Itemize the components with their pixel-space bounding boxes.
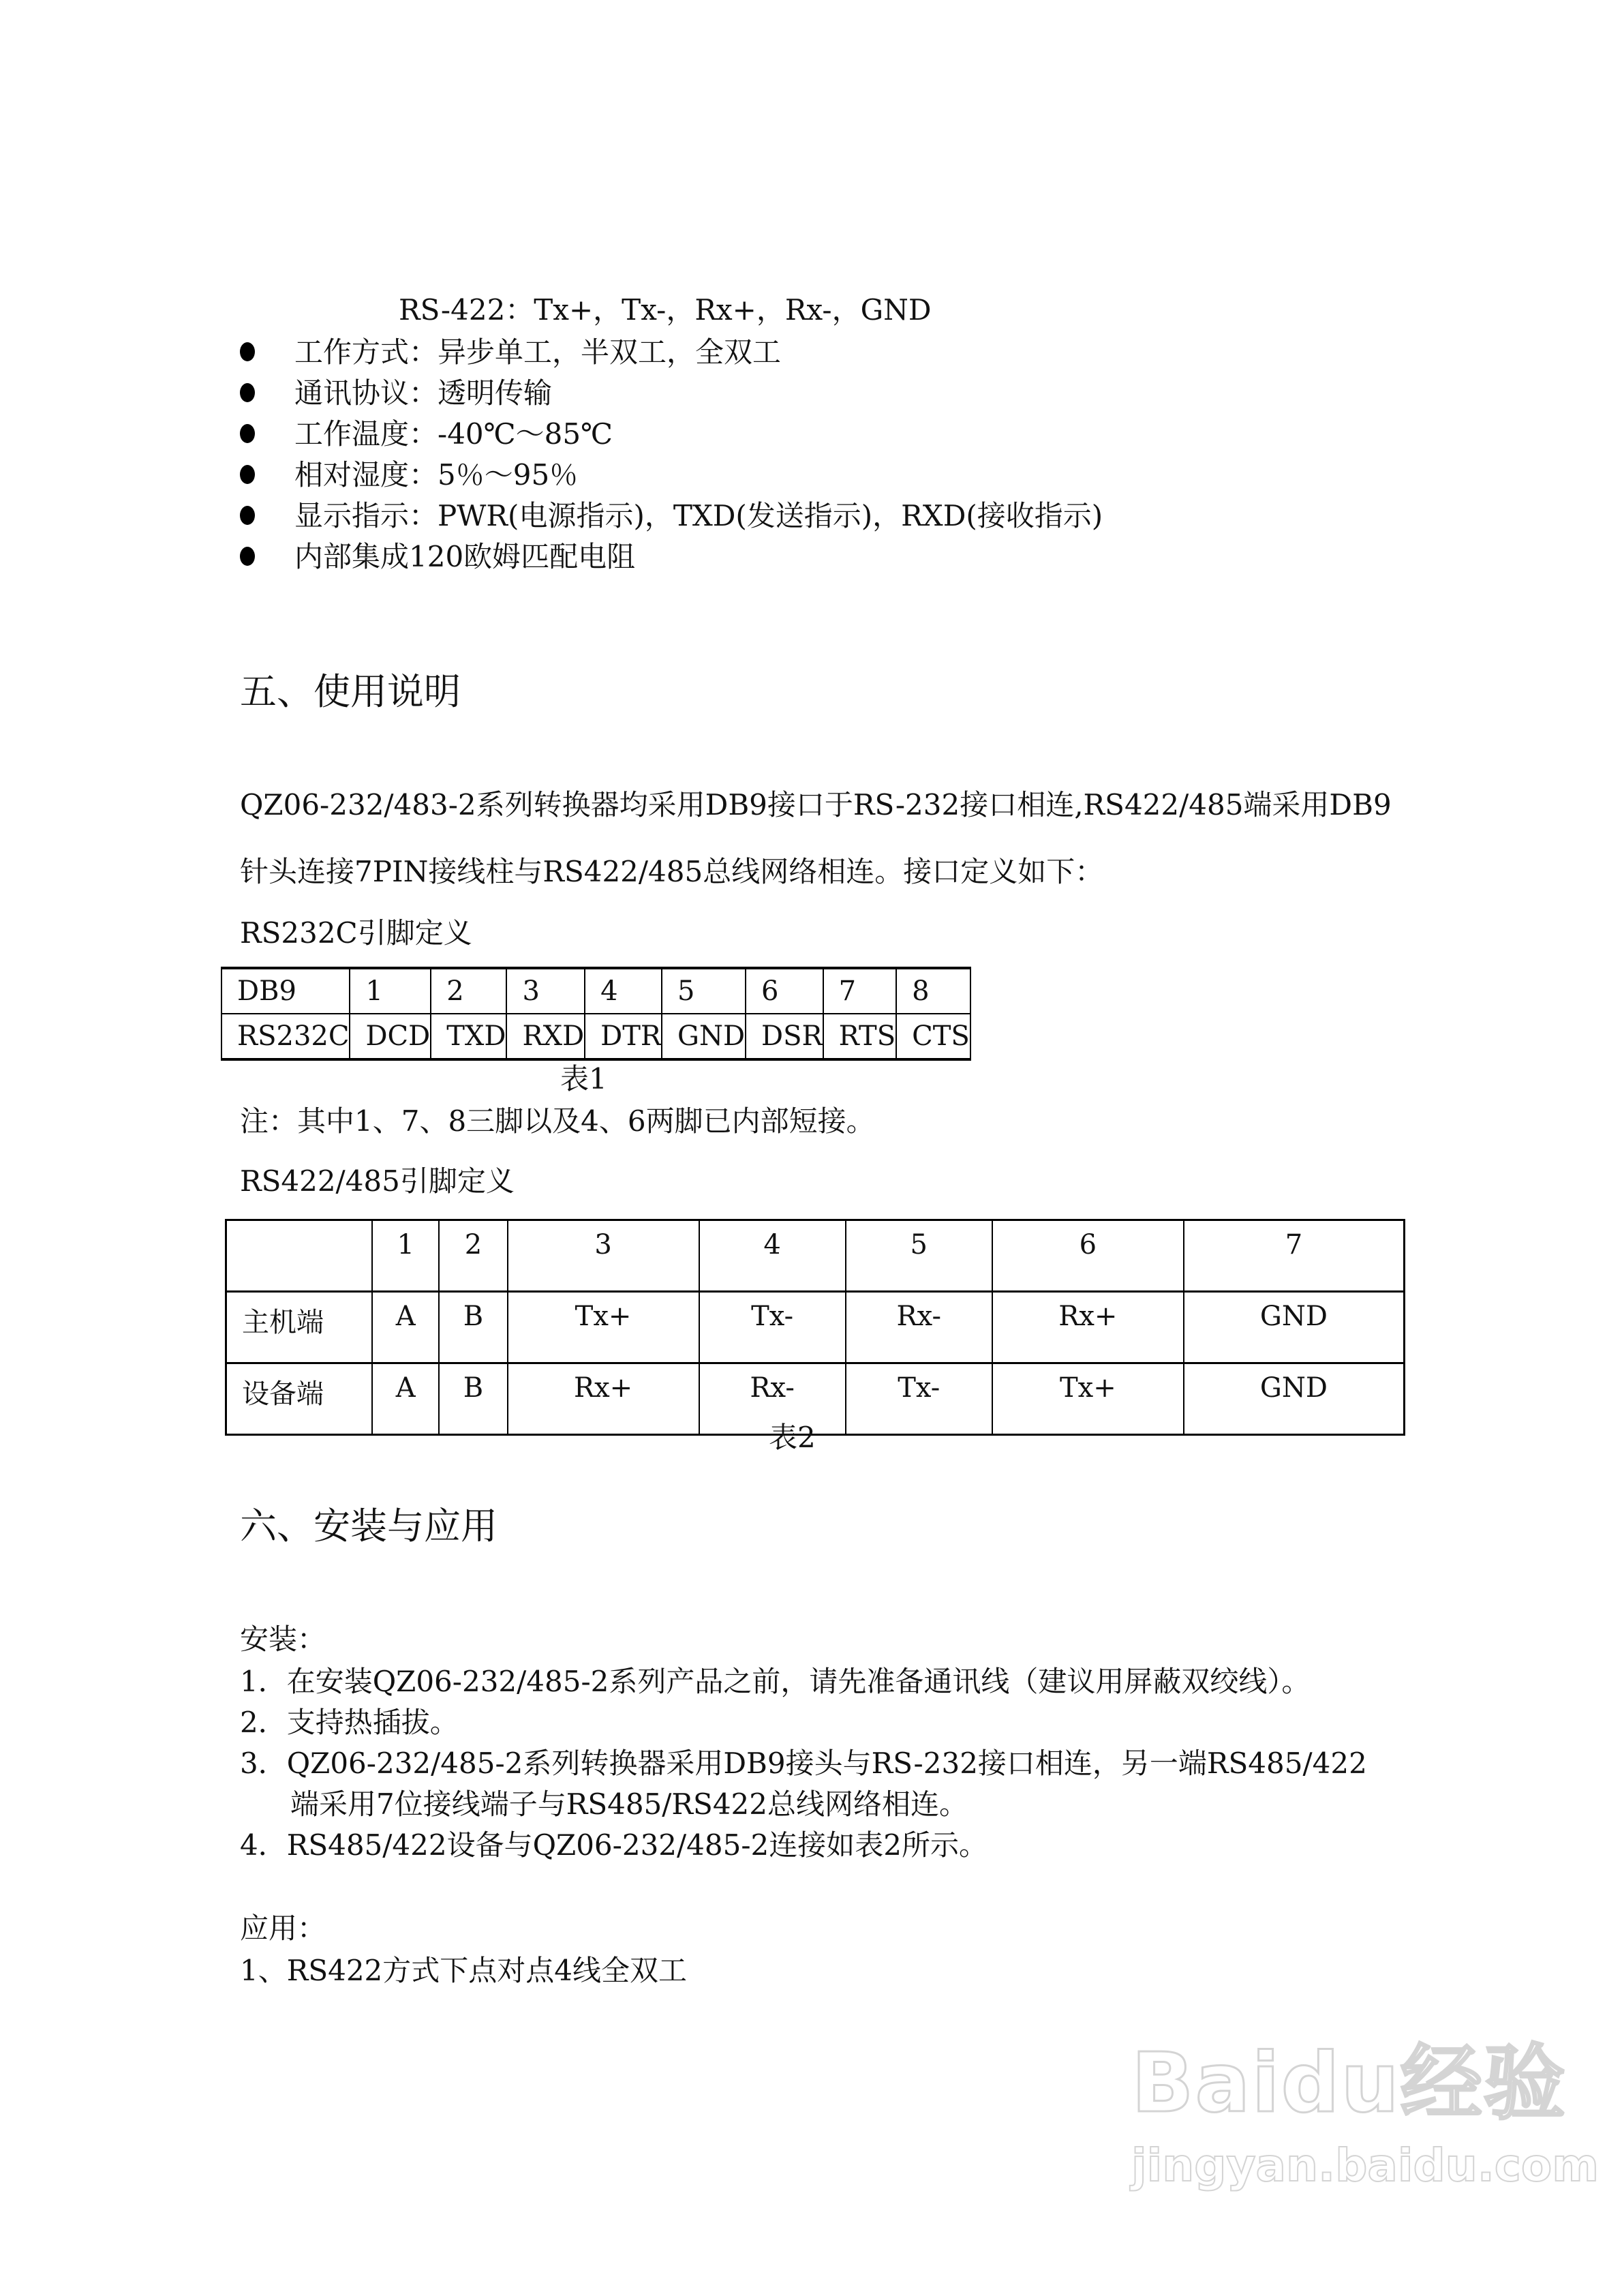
table-cell: A bbox=[372, 1363, 439, 1435]
table-cell: 6 bbox=[746, 968, 823, 1014]
table2-title: RS422/485引脚定义 bbox=[240, 1164, 515, 1198]
table-cell: 4 bbox=[699, 1220, 846, 1292]
spec-item: 通讯协议：透明传输 bbox=[294, 376, 553, 410]
section-title-usage: 五、使用说明 bbox=[240, 670, 461, 713]
table-cell: RXD bbox=[506, 1014, 585, 1059]
table-row bbox=[221, 968, 970, 1014]
table-cell: 1 bbox=[350, 968, 431, 1014]
table-cell: GND bbox=[1184, 1363, 1405, 1435]
table-cell: A bbox=[372, 1292, 439, 1363]
apply-item: 1、RS422方式下点对点4线全双工 bbox=[240, 1954, 688, 1987]
table-cell: TXD bbox=[431, 1014, 506, 1059]
table-row bbox=[226, 1292, 1405, 1363]
rs422-485-pin-table bbox=[225, 1219, 1405, 1436]
table-cell: Tx+ bbox=[508, 1292, 699, 1363]
table-cell: Rx+ bbox=[508, 1363, 699, 1435]
table-cell: RS232C bbox=[221, 1014, 350, 1059]
table-cell: Rx+ bbox=[992, 1292, 1184, 1363]
table2-caption: 表2 bbox=[769, 1421, 816, 1454]
table-cell: B bbox=[439, 1363, 507, 1435]
table-cell: Rx- bbox=[699, 1363, 846, 1435]
table-cell: 1 bbox=[372, 1220, 439, 1292]
bullet-icon bbox=[240, 424, 255, 443]
table1-title: RS232C引脚定义 bbox=[240, 916, 472, 950]
apply-label: 应用： bbox=[240, 1912, 326, 1945]
table-cell: 主机端 bbox=[226, 1292, 373, 1363]
table-cell: DCD bbox=[350, 1014, 431, 1059]
table-cell bbox=[226, 1220, 373, 1292]
table-cell: 5 bbox=[846, 1220, 992, 1292]
spec-item: 工作温度：-40℃～85℃ bbox=[294, 417, 613, 451]
table-cell: Tx- bbox=[846, 1363, 992, 1435]
table-cell: 8 bbox=[896, 968, 970, 1014]
spec-item: 工作方式：异步单工，半双工，全双工 bbox=[294, 335, 782, 369]
install-item: 3．QZ06-232/485-2系列转换器采用DB9接头与RS-232接口相连，另一端RS485/422 bbox=[240, 1747, 1367, 1780]
table-cell: 5 bbox=[662, 968, 746, 1014]
spec-item: 相对湿度：5％～95％ bbox=[294, 458, 579, 492]
table-cell: 7 bbox=[1184, 1220, 1405, 1292]
table-cell: 7 bbox=[823, 968, 897, 1014]
bullet-icon bbox=[240, 547, 255, 566]
install-label: 安装： bbox=[240, 1622, 326, 1656]
section-title-install: 六、安装与应用 bbox=[240, 1505, 498, 1547]
install-item: 4．RS485/422设备与QZ06-232/485-2连接如表2所示。 bbox=[240, 1828, 988, 1862]
install-item: 1．在安装QZ06-232/485-2系列产品之前，请先准备通讯线（建议用屏蔽双绞线）。 bbox=[240, 1665, 1311, 1698]
table-cell: Tx+ bbox=[992, 1363, 1184, 1435]
table-cell: CTS bbox=[896, 1014, 970, 1059]
table-row bbox=[226, 1220, 1405, 1292]
pin-note: 注：其中1、7、8三脚以及4、6两脚已内部短接。 bbox=[240, 1104, 875, 1138]
table-cell: Rx- bbox=[846, 1292, 992, 1363]
bullet-icon bbox=[240, 383, 255, 402]
table-cell: 2 bbox=[439, 1220, 507, 1292]
table-cell: DB9 bbox=[221, 968, 350, 1014]
rs232c-pin-table bbox=[221, 967, 971, 1061]
table-cell: 3 bbox=[506, 968, 585, 1014]
spec-item: 显示指示：PWR(电源指示)，TXD(发送指示)，RXD(接收指示) bbox=[294, 499, 1103, 532]
table-cell: GND bbox=[1184, 1292, 1405, 1363]
table-cell: Tx- bbox=[699, 1292, 846, 1363]
install-item-continuation: 端采用7位接线端子与RS485/RS422总线网络相连。 bbox=[290, 1787, 968, 1821]
table1-caption: 表1 bbox=[560, 1062, 607, 1096]
bullet-icon bbox=[240, 342, 255, 361]
spec-item: 内部集成120欧姆匹配电阻 bbox=[294, 540, 636, 573]
table-row bbox=[221, 1014, 970, 1059]
table-cell: RTS bbox=[823, 1014, 897, 1059]
table-cell: B bbox=[439, 1292, 507, 1363]
table-cell: 6 bbox=[992, 1220, 1184, 1292]
table-cell: DTR bbox=[585, 1014, 662, 1059]
rs422-signals: RS-422：Tx+，Tx-，Rx+，Rx-，GND bbox=[399, 293, 932, 327]
watermark-url: jingyan.baidu.com bbox=[1131, 2139, 1600, 2192]
bullet-icon bbox=[240, 465, 255, 484]
table-cell: DSR bbox=[746, 1014, 823, 1059]
bullet-icon bbox=[240, 506, 255, 525]
table-cell: 3 bbox=[508, 1220, 699, 1292]
baidu-watermark bbox=[1131, 2018, 1599, 2192]
usage-paragraph-line: QZ06-232/483-2系列转换器均采用DB9接口于RS-232接口相连,RS422/485端采用DB9 bbox=[240, 788, 1392, 821]
watermark-brand: Baidu经验 bbox=[1131, 2036, 1567, 2131]
table-cell: 设备端 bbox=[226, 1363, 373, 1435]
table-cell: GND bbox=[662, 1014, 746, 1059]
usage-paragraph-line: 针头连接7PIN接线柱与RS422/485总线网络相连。接口定义如下： bbox=[240, 855, 1104, 888]
table-cell: 4 bbox=[585, 968, 662, 1014]
install-item: 2．支持热插拔。 bbox=[240, 1706, 459, 1739]
table-cell: 2 bbox=[431, 968, 506, 1014]
